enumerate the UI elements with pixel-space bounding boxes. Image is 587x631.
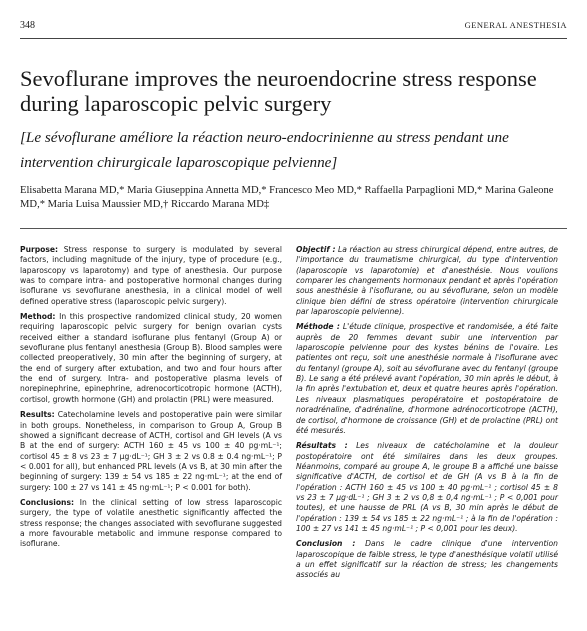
- resultats-text: Les niveaux de catécholamine et la douleur postopératoire ont été similaires dans les deux groupes. Néanmoins, comparé au groupe A, le groupe B a affiché une baisse significative d'ACTH, de cortisol et de GH (A vs B à la fin de l'opération : ACTH 160 ± 45 vs 100 ± 40 pg·mL⁻¹ ; cortisol 45 ± 8 vs 23 ± 7 µg·dL⁻¹ ; GH 3 ± 2 vs 0,8 ± 0,4 ng·mL⁻¹ ; P < 0,001 pour toutes), et une hausse de PRL (A vs B, 30 min après le début de l'opération : 139 ± 54 vs 185 ± 22 ng·mL⁻¹ ; à la fin de l'opération : 100 ± 27 vs 141 ± 45 ng·mL⁻¹ ; P < 0,001 pour les deux).: [296, 441, 558, 533]
- conclusions-text: In the clinical setting of low stress laparoscopic surgery, the type of volatile anesthetic significantly affected the stress response; the changes associated with sevoflurane suggested a more favourable metabolic and immune response compared to isoflurane.: [20, 497, 282, 549]
- page-number: 348: [20, 20, 35, 31]
- abstract-french: [296, 245, 558, 586]
- objectif-text: La réaction au stress chirurgical dépend, entre autres, de l'importance du traumatisme chirurgical, du type d'intervention (laparoscopie vs laparotomie) et d'anesthésie. Nous voulions comparer les changements hormonaux pendant et après l'opération sous anesthésie à l'isoflurane, ou au sévoflurane, selon un modèle clinique bien défini de stress opératoire (intervention chirurgicale par laparoscopie pelvienne).: [296, 245, 558, 317]
- methode-heading: Méthode :: [296, 322, 340, 332]
- resume-methode: [296, 322, 558, 436]
- objectif-heading: Objectif :: [296, 245, 336, 254]
- article-title: Sevoflurane improves the neuroendocrine stress response during laparoscopic pelvic surgery: [20, 66, 537, 116]
- method-heading: Method:: [20, 312, 56, 322]
- resume-objectif: [296, 245, 558, 317]
- resultats-heading: Résultats :: [296, 441, 348, 451]
- methode-text: L'étude clinique, prospective et randomisée, a été faite auprès de 20 femmes devant subir une intervention par laparoscopie pelvienne pour des kystes bénins de l'ovaire. Les patientes ont reçu, soit une anesthésie normale à l'isoflurane avec du fentanyl (groupe A), soit au sévoflurane avec du fentanyl (groupe B). Le sang a été prélevé avant l'opération, 30 min après le début, à la fin après l'extubation et, deux et quatre heures après l'opération. Les niveaux plasmatiques peropératoire et postopératoire de noradrénaline, d'adrénaline, d'hormone adrénocorticotrope (ACTH), de cortisol, d'hormone de croissance (GH) et de prolactine (PRL) ont été mesurés.: [296, 322, 558, 435]
- abstract-conclusions: [20, 498, 282, 550]
- method-text: In this prospective randomized clinical study, 20 women requiring laparoscopic pelvic surgery for benign ovarian cysts received either a standard isoflurane plus fentanyl (Group A) or sevoflurane plus fentanyl anesthesia (Group B). Blood samples were collected preoperatively, 30 min after the beginning of surgery, at the end of surgery after extubation, and two and four hours after the end of surgery. Intra- and postoperative plasma levels of norepinephrine, epinephrine, adrenocorticotropic hormone (ACTH), cortisol, growth hormone (GH) and prolactin (PRL) were measured.: [20, 312, 282, 404]
- results-text: Catecholamine levels and postoperative pain were similar in both groups. Nonetheless, in comparison to Group A, Group B showed a significant decrease of ACTH, cortisol and GH levels (A vs B at the end of surgery: ACTH 160 ± 45 vs 100 ± 40 pg·mL⁻¹; cortisol 45 ± 8 vs 23 ± 7 µg·dL⁻¹; GH 3 ± 2 vs 0.8 ± 0.4 ng·mL⁻¹; P < 0.001 for all), but enhanced PRL levels (A vs B, at 30 min after the beginning of surgery: 139 ± 54 vs 185 ± 22 ng·mL⁻¹; at the end of surgery: 100 ± 27 vs 141 ± 45 ng·mL⁻¹; P < 0.001 for both).: [20, 410, 282, 492]
- purpose-text: Stress response to surgery is modulated by several factors, including magnitude of the injury, type of procedure (e.g., laparoscopy vs laparotomy) and type of anesthesia. Our purpose was to compare intra- and postoperative hormonal changes during isoflurane vs sevoflurane anesthesia, in a clinical model of well defined operative stress (laparoscopic pelvic surgery).: [20, 245, 282, 306]
- results-heading: Results:: [20, 410, 55, 420]
- abstract-english: [20, 245, 282, 555]
- journal-section-label: GENERAL ANESTHESIA: [464, 20, 567, 30]
- abstract-results: [20, 410, 282, 493]
- header-rule: [20, 38, 567, 39]
- purpose-heading: Purpose:: [20, 245, 59, 254]
- abstract-purpose: [20, 245, 282, 307]
- french-title: [Le sévoflurane améliore la réaction neuro-endocrinienne au stress pendant une intervention chirurgicale laparoscopique pelvienne]: [20, 129, 509, 171]
- conclusion-heading: Conclusion :: [296, 539, 356, 549]
- page-header: [20, 20, 567, 34]
- resume-conclusion: [296, 539, 558, 580]
- conclusion-text: Dans le cadre clinique d'une intervention laparoscopique de faible stress, le type d'anesthésique volatil utilisé a un effet significatif sur la réaction de stress; les changements associés au: [296, 539, 558, 580]
- resume-resultats: [296, 441, 558, 534]
- author-list: Elisabetta Marana MD,* Maria Giuseppina Annetta MD,* Francesco Meo MD,* Raffaella Parpaglioni MD,* Marina Galeone MD,* Maria Luisa Maussier MD,† Riccardo Marana MD‡: [20, 185, 554, 210]
- abstract-method: [20, 312, 282, 405]
- abstract-rule: [20, 228, 567, 229]
- conclusions-heading: Conclusions:: [20, 497, 75, 507]
